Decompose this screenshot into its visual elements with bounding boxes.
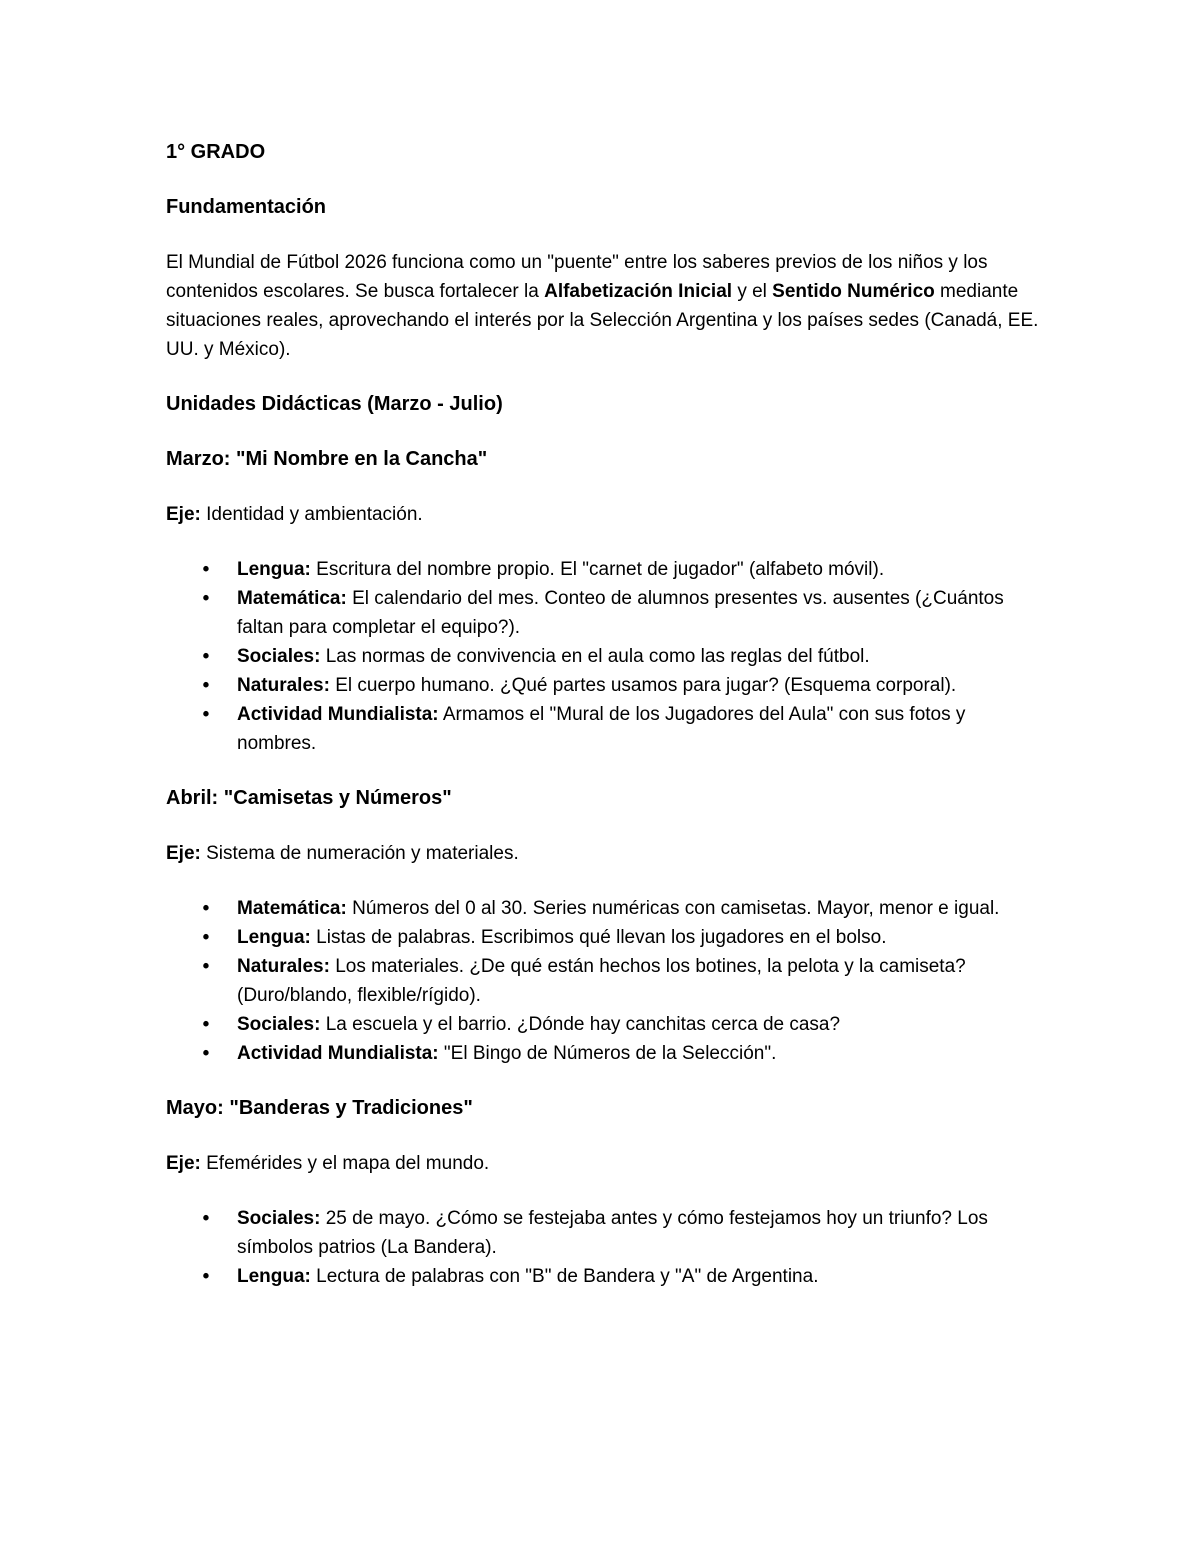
eje-label: Eje:	[166, 1153, 201, 1174]
list-item	[202, 1039, 1046, 1068]
fundamentacion-bold-2: Sentido Numérico	[772, 281, 935, 302]
list-item	[202, 671, 1046, 700]
unit-eje-marzo	[166, 500, 1046, 529]
item-label: Actividad Mundialista:	[237, 1043, 439, 1064]
eje-text: Identidad y ambientación.	[200, 504, 423, 525]
fundamentacion-text-3: mediante situaciones reales, aprovechando el interés por la Selección Argentina y los países sedes (Canadá, EE. UU. y México).	[166, 281, 1039, 360]
bullet-icon: •	[202, 898, 210, 919]
list-item	[202, 923, 1046, 952]
bullet-icon: •	[202, 1014, 210, 1035]
item-label: Sociales:	[237, 646, 321, 667]
item-text: Listas de palabras. Escribimos qué llevan los jugadores en el bolso.	[310, 927, 887, 948]
unit-list-mayo	[166, 1204, 1046, 1291]
eje-label: Eje:	[166, 843, 201, 864]
document-page	[166, 138, 1046, 1317]
item-text: 25 de mayo. ¿Cómo se festejaba antes y cómo festejamos hoy un triunfo? Los símbolos patrios (La Bandera).	[237, 1208, 988, 1258]
unidades-heading: Unidades Didácticas (Marzo - Julio)	[166, 393, 503, 415]
list-item	[202, 1262, 1046, 1291]
eje-text: Efemérides y el mapa del mundo.	[200, 1153, 490, 1174]
eje-text: Sistema de numeración y materiales.	[200, 843, 519, 864]
item-label: Sociales:	[237, 1014, 321, 1035]
bullet-icon: •	[202, 704, 210, 725]
list-item	[202, 700, 1046, 758]
bullet-icon: •	[202, 646, 210, 667]
bullet-icon: •	[202, 559, 210, 580]
unit-list-abril	[166, 894, 1046, 1068]
item-label: Sociales:	[237, 1208, 321, 1229]
unit-title-marzo: Marzo: "Mi Nombre en la Cancha"	[166, 448, 488, 470]
item-text: El calendario del mes. Conteo de alumnos presentes vs. ausentes (¿Cuántos faltan para completar el equipo?).	[237, 588, 1004, 638]
bullet-icon: •	[202, 675, 210, 696]
list-item	[202, 555, 1046, 584]
item-text: El cuerpo humano. ¿Qué partes usamos para jugar? (Esquema corporal).	[329, 675, 957, 696]
item-label: Naturales:	[237, 956, 330, 977]
fundamentacion-text-1: El Mundial de Fútbol 2026 funciona como un "puente" entre los saberes previos de los niños y los contenidos escolares. Se busca fortalecer la	[166, 252, 988, 302]
item-label: Actividad Mundialista:	[237, 704, 439, 725]
item-label: Lengua:	[237, 559, 311, 580]
item-label: Lengua:	[237, 927, 311, 948]
bullet-icon: •	[202, 927, 210, 948]
list-item	[202, 894, 1046, 923]
item-text: Armamos el "Mural de los Jugadores del Aula" con sus fotos y nombres.	[237, 704, 966, 754]
item-text: Las normas de convivencia en el aula como las reglas del fútbol.	[320, 646, 870, 667]
item-label: Matemática:	[237, 588, 347, 609]
list-item	[202, 1204, 1046, 1262]
grade-title: 1° GRADO	[166, 141, 266, 163]
item-label: Naturales:	[237, 675, 330, 696]
item-text: "El Bingo de Números de la Selección".	[438, 1043, 777, 1064]
item-text: Escritura del nombre propio. El "carnet de jugador" (alfabeto móvil).	[310, 559, 885, 580]
fundamentacion-text-2: y el	[732, 281, 773, 302]
unit-title-mayo: Mayo: "Banderas y Tradiciones"	[166, 1097, 473, 1119]
bullet-icon: •	[202, 588, 210, 609]
item-text: Números del 0 al 30. Series numéricas con camisetas. Mayor, menor e igual.	[346, 898, 1000, 919]
item-text: Lectura de palabras con "B" de Bandera y "A" de Argentina.	[310, 1266, 819, 1287]
item-text: La escuela y el barrio. ¿Dónde hay canchitas cerca de casa?	[320, 1014, 841, 1035]
unit-eje-abril	[166, 839, 1046, 868]
unit-list-marzo	[166, 555, 1046, 758]
bullet-icon: •	[202, 1043, 210, 1064]
list-item	[202, 1010, 1046, 1039]
bullet-icon: •	[202, 1266, 210, 1287]
list-item	[202, 642, 1046, 671]
eje-label: Eje:	[166, 504, 201, 525]
unit-title-abril: Abril: "Camisetas y Números"	[166, 787, 452, 809]
unit-eje-mayo	[166, 1149, 1046, 1178]
item-label: Matemática:	[237, 898, 347, 919]
fundamentacion-bold-1: Alfabetización Inicial	[544, 281, 733, 302]
list-item	[202, 584, 1046, 642]
fundamentacion-paragraph	[166, 248, 1046, 364]
fundamentacion-heading: Fundamentación	[166, 196, 327, 218]
list-item	[202, 952, 1046, 1010]
item-text: Los materiales. ¿De qué están hechos los botines, la pelota y la camiseta? (Duro/blando, flexible/rígido).	[237, 956, 966, 1006]
bullet-icon: •	[202, 1208, 210, 1229]
bullet-icon: •	[202, 956, 210, 977]
item-label: Lengua:	[237, 1266, 311, 1287]
